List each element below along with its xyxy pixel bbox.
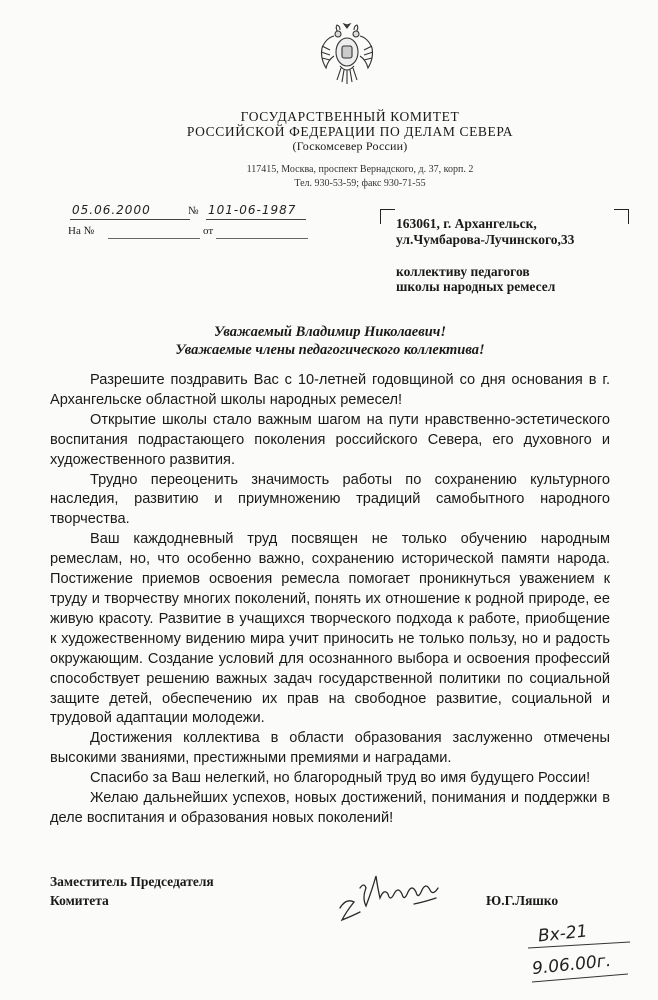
body-paragraph: Ваш каждодневный труд посвящен не только обучению народным ремеслам, но, что особенно важно, сохранению исторической памяти народа. Постижение приемов освоения ремесла помогает проникнуться уважением к труду и творчеству многих поколений, понять их отношение к родной природе, ее живую красоту. Развитие в учащихся творческого подхода к работе, приобщение к художественному видению мира учит приносить не только пользу, но и радость окружающим. Создание условий для осознанного выбора и освоения профессий способствует решению важных задач государственной политики по социальной защите детей, обеспечению их прав на свободное развитие, социальной и трудовой адаптации молодежи. xyxy=(50,531,610,727)
recipient-organization: школы народных ремесел xyxy=(396,279,556,294)
incoming-number: Вх-21 xyxy=(537,921,589,947)
reference-date-rule xyxy=(216,238,308,239)
org-phone: Тел. 930-53-59; факс 930-71-55 xyxy=(294,178,426,189)
body-paragraph: Достижения коллектива в области образования заслуженно отмечены высокими званиями, престижными премиями и наградами. xyxy=(50,730,610,767)
recipient-city: 163061, г. Архангельск, xyxy=(396,216,537,231)
salutation-line2: Уважаемые члены педагогического коллектива! xyxy=(175,342,485,358)
outgoing-number: 101-06-1987 xyxy=(208,203,297,217)
body-paragraph: Открытие школы стало важным шагом на пути нравственно-эстетического воспитания подрастающего поколения российского Севера, его духовного и художественного развития. xyxy=(50,411,610,468)
org-address: 117415, Москва, проспект Вернадского, д. 37, корп. 2 xyxy=(246,164,474,175)
org-title-line2: РОССИЙСКОЙ ФЕДЕРАЦИИ ПО ДЕЛАМ СЕВЕРА xyxy=(186,124,514,139)
recipient-addressee: коллективу педагогов xyxy=(396,264,530,279)
reference-date-label: от xyxy=(203,225,214,237)
signatory-title-line2: Комитета xyxy=(50,893,109,908)
recipient-street: ул.Чумбарова-Лучинского,33 xyxy=(396,232,575,247)
date-rule xyxy=(70,219,190,220)
reference-number-rule xyxy=(108,238,200,239)
salutation-line1: Уважаемый Владимир Николаевич! xyxy=(213,324,447,340)
body-paragraph: Трудно переоценить значимость работы по сохранению культурного наследия, развитию и приумножению традиций самобытного народного творчества. xyxy=(50,471,610,528)
incoming-date: 9.06.00г. xyxy=(531,950,613,980)
letter-body xyxy=(50,371,610,829)
number-label: № xyxy=(188,205,199,217)
handwritten-signature-icon xyxy=(330,868,490,928)
signatory-title-line1: Заместитель Председателя xyxy=(50,874,214,889)
org-title-line1: ГОСУДАРСТВЕННЫЙ КОМИТЕТ xyxy=(240,109,460,124)
body-paragraph: Желаю дальнейших успехов, новых достижений, понимания и поддержки в деле воспитания и образования новых поколений! xyxy=(50,790,610,826)
reference-number-label: На № xyxy=(68,225,95,237)
org-title-line3: (Госкомсевер России) xyxy=(292,139,408,153)
number-rule xyxy=(206,219,306,220)
signatory-name: Ю.Г.Ляшко xyxy=(486,893,559,908)
body-paragraph: Спасибо за Ваш нелегкий, но благородный труд во имя будущего России! xyxy=(90,770,591,787)
address-bracket-left xyxy=(380,209,395,224)
outgoing-date: 05.06.2000 xyxy=(72,203,151,217)
double-headed-eagle-icon xyxy=(318,22,376,88)
body-paragraph: Разрешите поздравить Вас с 10-летней годовщиной со дня основания в г. Архангельске областной школы народных ремесел! xyxy=(50,372,610,408)
